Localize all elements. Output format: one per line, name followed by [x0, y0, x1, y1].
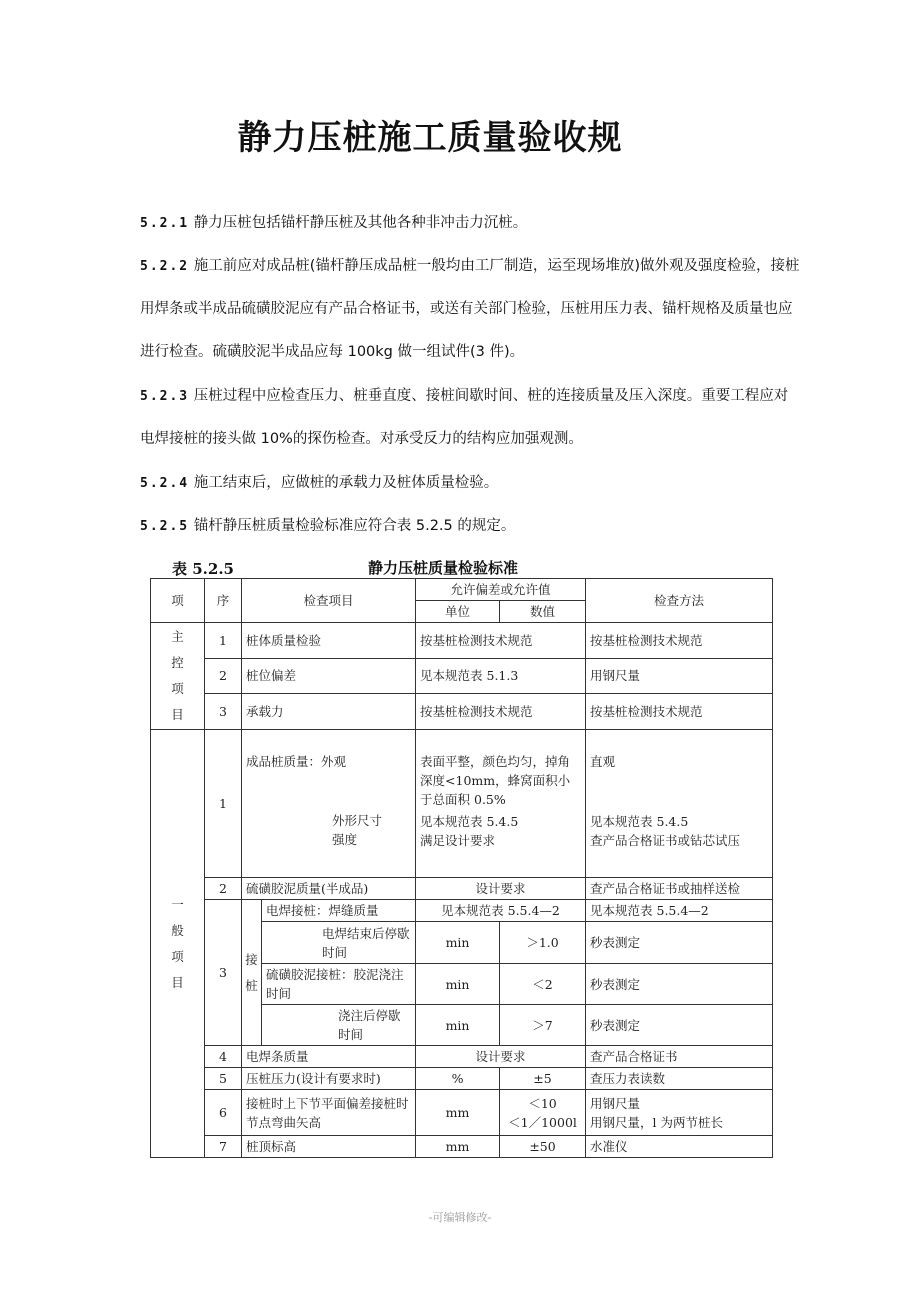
clause-text: 静力压桩包括锚杆静压桩及其他各种非冲击力沉桩。 [193, 215, 528, 231]
row-value: ＜2 [500, 964, 586, 1005]
table-header-row [151, 579, 773, 601]
table-row [151, 730, 773, 878]
clause-text: 压桩过程中应检查压力、桩垂直度、接桩间歇时间、桩的连接质量及压入深度。重要工程应对电焊接桩的接头做 10%的探伤检查。对承受反力的结构应加强观测。 [140, 388, 789, 447]
row-check: 桩顶标高 [242, 1136, 416, 1158]
row-check: 承载力 [242, 694, 416, 730]
row-value: ±50 [500, 1136, 586, 1158]
table-caption [148, 556, 774, 578]
header-allow: 允许偏差或允许值 [416, 579, 586, 601]
row-seq: 4 [205, 1046, 242, 1068]
joint-label: 接 桩 [242, 900, 262, 1046]
table-row [151, 1068, 773, 1090]
row-check: 浇注后停歇时间 [262, 1005, 416, 1046]
clause-text: 锚杆静压桩质量检验标准应符合表 5.2.5 的规定。 [193, 518, 516, 534]
row-seq: 5 [205, 1068, 242, 1090]
table-row [151, 623, 773, 659]
row-method: 直观 见本规范表 5.4.5 查产品合格证书或钻芯试压 [586, 730, 773, 878]
quality-standard-table-figure [148, 556, 774, 1154]
row-method: 见本规范表 5.5.4—2 [586, 900, 773, 922]
row-allow: 设计要求 [416, 878, 586, 900]
clause-text: 施工结束后，应做桩的承载力及桩体质量检验。 [193, 475, 499, 491]
row-allow: 见本规范表 5.5.4—2 [416, 900, 586, 922]
row-check: 电焊接桩：焊缝质量 [262, 900, 416, 922]
row-check: 桩位偏差 [242, 658, 416, 694]
header-check: 检查项目 [242, 579, 416, 623]
row-unit: mm [416, 1090, 500, 1136]
header-item: 项 [151, 579, 205, 623]
clause-number: 5.2.2 [140, 259, 190, 274]
table-row [151, 1136, 773, 1158]
row-unit: % [416, 1068, 500, 1090]
row-method: 查压力表读数 [586, 1068, 773, 1090]
clause-number: 5.2.3 [140, 389, 190, 404]
row-check: 电焊结束后停歇时间 [262, 922, 416, 964]
row-method: 秒表测定 [586, 964, 773, 1005]
row-check: 接桩时上下节平面偏差接桩时节点弯曲矢高 [242, 1090, 416, 1136]
clause-number: 5.2.4 [140, 476, 190, 491]
row-unit: min [416, 922, 500, 964]
table-row [151, 878, 773, 900]
row-check: 硫磺胶泥接桩：胶泥浇注时间 [262, 964, 416, 1005]
row-check: 成品桩质量：外观 外形尺寸 强度 [242, 730, 416, 878]
clause-text: 施工前应对成品桩(锚杆静压成品桩一般均由工厂制造，运至现场堆放)做外观及强度检验，接桩用焊条或半成品硫磺胶泥应有产品合格证书，或送有关部门检验，压桩用压力表、锚杆规格及质量也应进行检查。硫磺胶泥半成品应每 100kg 做一组试件(3 件)。 [140, 258, 800, 360]
row-value: ±5 [500, 1068, 586, 1090]
row-seq: 2 [205, 658, 242, 694]
row-method: 按基桩检测技术规范 [586, 623, 773, 659]
paragraph-5-2-3 [140, 375, 800, 461]
row-value: ＞7 [500, 1005, 586, 1046]
paragraph-5-2-4 [140, 462, 800, 505]
row-seq: 7 [205, 1136, 242, 1158]
row-allow: 按基桩检测技术规范 [416, 623, 586, 659]
row-check: 电焊条质量 [242, 1046, 416, 1068]
row-method: 用钢尺量 用钢尺量，l 为两节桩长 [586, 1090, 773, 1136]
header-unit: 单位 [416, 601, 500, 623]
row-method: 秒表测定 [586, 1005, 773, 1046]
row-seq: 1 [205, 623, 242, 659]
row-check: 硫磺胶泥质量(半成品) [242, 878, 416, 900]
row-allow: 设计要求 [416, 1046, 586, 1068]
row-method: 按基桩检测技术规范 [586, 694, 773, 730]
row-allow: 表面平整，颜色均匀，掉角深度<10mm，蜂窝面积小于总面积 0.5% 见本规范表 5.4.5 满足设计要求 [416, 730, 586, 878]
table-number: 表 5.2.5 [172, 560, 234, 578]
table-row [151, 900, 773, 922]
paragraph-5-2-2 [140, 245, 800, 374]
row-allow: 按基桩检测技术规范 [416, 694, 586, 730]
row-unit: min [416, 964, 500, 1005]
header-value: 数值 [500, 601, 586, 623]
row-method: 查产品合格证书或抽样送检 [586, 878, 773, 900]
paragraph-5-2-1 [140, 202, 800, 245]
table-row [151, 1090, 773, 1136]
page-footer: -可编辑修改- [428, 1211, 492, 1224]
quality-standard-table [150, 578, 773, 1158]
table-row [151, 1046, 773, 1068]
row-method: 水准仪 [586, 1136, 773, 1158]
row-method: 查产品合格证书 [586, 1046, 773, 1068]
paragraph-5-2-5 [140, 505, 800, 548]
main-group-label: 主 控 项 目 [151, 623, 205, 730]
header-seq: 序 [205, 579, 242, 623]
row-method: 用钢尺量 [586, 658, 773, 694]
row-seq: 6 [205, 1090, 242, 1136]
row-unit: min [416, 1005, 500, 1046]
table-title: 静力压桩质量检验标准 [368, 559, 519, 577]
row-method: 秒表测定 [586, 922, 773, 964]
row-check: 压桩压力(设计有要求时) [242, 1068, 416, 1090]
table-row [151, 694, 773, 730]
general-group-label: 一 般 项 目 [151, 730, 205, 1158]
row-value: ＜10 ＜1／1000l [500, 1090, 586, 1136]
clause-number: 5.2.5 [140, 519, 190, 534]
table-row [151, 658, 773, 694]
row-seq: 3 [205, 900, 242, 1046]
row-unit: mm [416, 1136, 500, 1158]
row-seq: 1 [205, 730, 242, 878]
row-value: ＞1.0 [500, 922, 586, 964]
page-title: 静力压桩施工质量验收规 [237, 118, 623, 158]
row-check: 桩体质量检验 [242, 623, 416, 659]
row-seq: 3 [205, 694, 242, 730]
clause-number: 5.2.1 [140, 216, 190, 231]
row-allow: 见本规范表 5.1.3 [416, 658, 586, 694]
header-method: 检查方法 [586, 579, 773, 623]
row-seq: 2 [205, 878, 242, 900]
